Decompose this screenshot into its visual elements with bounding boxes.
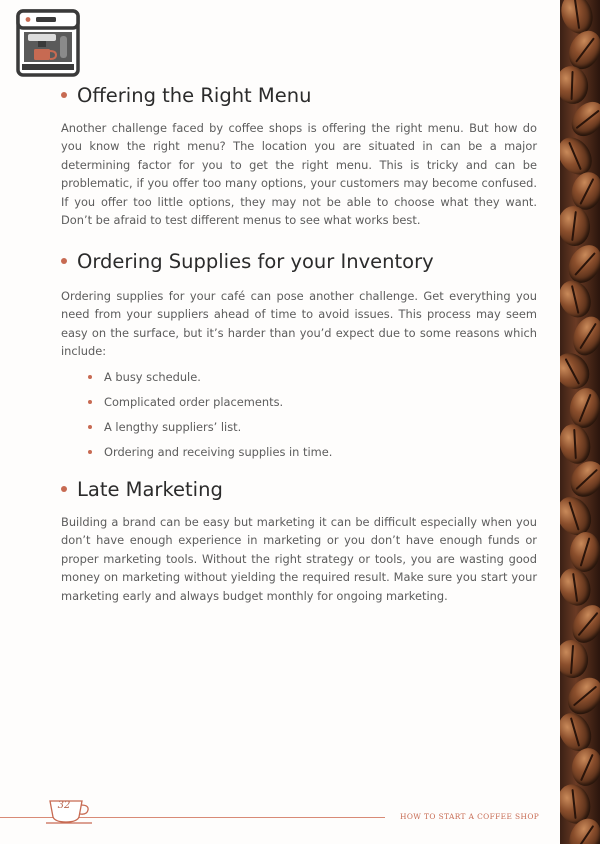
heading-bullet <box>61 258 67 264</box>
list-item: A busy schedule. <box>88 368 332 393</box>
section-heading-text: Late Marketing <box>77 478 223 501</box>
heading-bullet <box>61 92 67 98</box>
list-item: A lengthy suppliers’ list. <box>88 418 332 443</box>
section-heading-supplies <box>61 250 434 273</box>
section-paragraph-marketing: Building a brand can be easy but marketing it can be difficult especially when you don’t have enough experience in marketing or you don’t have enough funds or proper marketing tools. Without the right strategy or tools, you are wasting good money on marketing without yielding the required result. Make sure you start your marketing early and always budget monthly for ongoing marketing. <box>61 515 537 603</box>
list-item: Ordering and receiving supplies in time. <box>88 443 332 468</box>
section-heading-text: Offering the Right Menu <box>77 84 312 107</box>
heading-bullet <box>61 486 67 492</box>
espresso-machine-icon <box>14 8 82 80</box>
page-number: 32 <box>57 800 71 811</box>
supplies-reasons-list <box>88 368 332 468</box>
coffee-beans-border <box>560 0 600 844</box>
section-heading-marketing <box>61 478 223 501</box>
section-heading-text: Ordering Supplies for your Inventory <box>77 250 434 273</box>
section-paragraph-menu: Another challenge faced by coffee shops is offering the right menu. But how do you know the right menu? The location you are situated in can be a major determining factor for you to get the right menu. This is tricky and can be problematic, if you offer too many options, your customers may become confused. If you offer too little options, they may not be able to choose what they want. Don’t be afraid to test different menus to see what works best. <box>61 121 537 228</box>
running-title: HOW TO START A COFFEE SHOP <box>400 812 540 821</box>
section-paragraph-supplies: Ordering supplies for your café can pose another challenge. Get everything you need from your suppliers ahead of time to avoid issues. This process may seem easy on the surface, but it’s harder than you’d expect due to some reasons which include: <box>61 289 537 359</box>
list-item: Complicated order placements. <box>88 393 332 418</box>
section-heading-menu <box>61 84 311 107</box>
